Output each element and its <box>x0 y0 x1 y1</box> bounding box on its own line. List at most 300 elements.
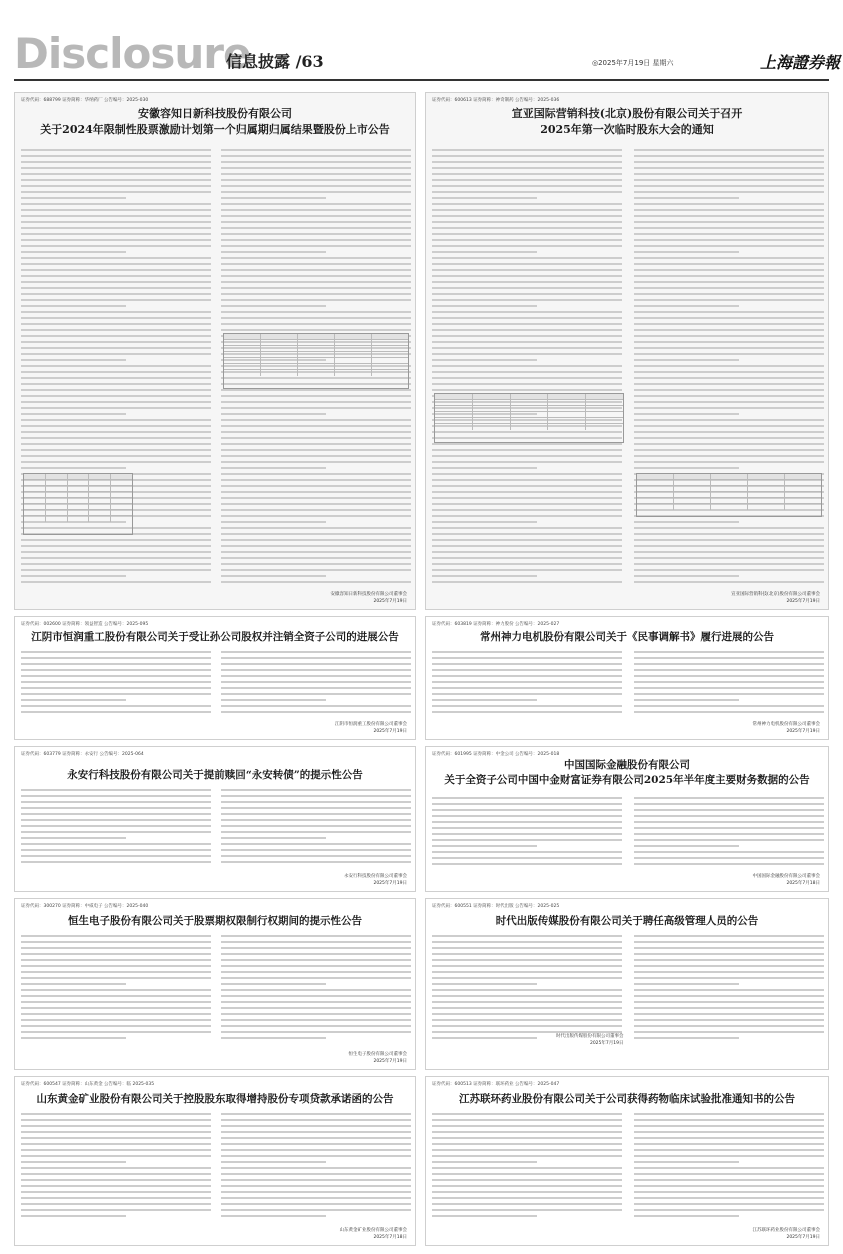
table-cell <box>89 486 111 491</box>
body-text-line <box>634 693 824 695</box>
body-text-line <box>221 675 411 677</box>
table-cell <box>89 480 111 485</box>
body-text-line <box>634 1191 824 1193</box>
body-text-line <box>221 693 411 695</box>
table-cell <box>68 480 90 485</box>
body-text-line <box>634 425 824 427</box>
body-text-line <box>221 179 411 181</box>
body-text-line <box>221 1037 326 1039</box>
table-cell <box>111 516 132 522</box>
body-text-line <box>221 533 411 535</box>
body-text-line <box>432 269 622 271</box>
body-text-line <box>21 711 211 713</box>
body-text-line <box>634 797 824 799</box>
body-text-line <box>432 863 622 865</box>
newspaper-name: 上海證券報 <box>760 53 841 72</box>
table-cell <box>372 340 408 345</box>
body-text-line <box>634 699 739 701</box>
body-text-line <box>634 1119 824 1121</box>
body-text-line <box>432 711 622 713</box>
text-column-left <box>21 651 211 717</box>
table-row <box>24 516 132 522</box>
table-cell <box>335 334 372 339</box>
body-text-line <box>634 1137 824 1139</box>
table-cell <box>298 358 335 363</box>
body-text-line <box>634 413 739 415</box>
body-text-line <box>432 287 622 289</box>
table-cell <box>586 406 623 411</box>
body-text-line <box>634 437 824 439</box>
body-text-line <box>221 401 411 403</box>
table-cell <box>335 364 372 369</box>
table-cell <box>586 424 623 430</box>
body-text-line <box>221 485 411 487</box>
table-cell <box>261 358 298 363</box>
body-text-line <box>634 299 824 301</box>
footer-company: 江阴市恒润重工股份有限公司董事会 <box>335 722 407 727</box>
body-text-line <box>221 551 411 553</box>
body-text-line <box>432 845 537 847</box>
body-text-line <box>432 1215 537 1217</box>
table-cell <box>435 412 473 417</box>
table-cell <box>785 492 821 497</box>
body-text-line <box>221 245 411 247</box>
table-cell <box>586 418 623 423</box>
body-text-line <box>432 1125 622 1127</box>
body-text-line <box>21 1149 211 1151</box>
body-text-line <box>634 533 824 535</box>
body-text-line <box>432 239 622 241</box>
text-column-right <box>221 789 411 867</box>
body-text-line <box>21 377 211 379</box>
body-text-line <box>21 545 211 547</box>
body-text-line <box>21 1143 211 1145</box>
body-text-line <box>432 173 622 175</box>
body-text-line <box>21 1209 211 1211</box>
body-text-line <box>21 861 211 863</box>
table-cell <box>89 492 111 497</box>
data-table <box>636 473 822 517</box>
body-text-line <box>21 1037 126 1039</box>
table-cell <box>548 424 586 430</box>
body-text-line <box>432 227 622 229</box>
body-text-line <box>21 161 211 163</box>
table-cell <box>68 492 90 497</box>
body-text-line <box>21 807 211 809</box>
text-column-left <box>432 149 622 587</box>
body-text-line <box>432 185 622 187</box>
table-cell <box>711 498 748 503</box>
body-text-line <box>21 687 211 689</box>
body-text-line <box>432 149 622 151</box>
announcement-9 <box>14 1076 416 1246</box>
table-cell <box>637 492 674 497</box>
body-text-line <box>221 681 411 683</box>
body-text-line <box>432 1197 622 1199</box>
body-text-line <box>21 1013 211 1015</box>
body-text-line <box>432 161 622 163</box>
table-cell <box>511 400 549 405</box>
body-text-line <box>21 1215 126 1217</box>
body-text-line <box>634 545 824 547</box>
body-text-line <box>432 1209 622 1211</box>
body-text-line <box>221 801 411 803</box>
body-text-line <box>221 1143 411 1145</box>
body-text-line <box>221 521 326 523</box>
body-text-line <box>221 699 326 701</box>
body-text-line <box>634 657 824 659</box>
body-text-line <box>221 503 411 505</box>
body-text-line <box>221 569 411 571</box>
body-text-line <box>432 959 622 961</box>
body-text-line <box>221 977 411 979</box>
body-text-line <box>21 263 211 265</box>
body-text-line <box>21 569 211 571</box>
body-text-line <box>21 371 211 373</box>
body-text-line <box>634 827 824 829</box>
footer-company: 宣亚国际营销科技(北京)股份有限公司董事会 <box>730 592 820 597</box>
page-label: 信息披露 /63 <box>226 52 324 71</box>
body-text-line <box>432 527 622 529</box>
table-cell <box>111 486 132 491</box>
body-text-line <box>432 509 622 511</box>
table-cell <box>89 510 111 515</box>
body-text-line <box>221 581 411 583</box>
body-text-line <box>634 341 824 343</box>
body-text-line <box>221 185 411 187</box>
announcement-company: 安徽容知日新科技股份有限公司 <box>138 107 292 120</box>
body-text-line <box>221 311 411 313</box>
issue-date: ◎2025年7月19日 星期六 <box>592 59 674 67</box>
body-text-line <box>634 215 824 217</box>
body-text-line <box>221 807 411 809</box>
table-cell <box>674 486 711 491</box>
table-cell <box>548 412 586 417</box>
body-text-line <box>21 365 211 367</box>
table-cell <box>473 412 511 417</box>
body-text-line <box>21 693 211 695</box>
body-text-line <box>634 371 824 373</box>
body-text-line <box>634 329 824 331</box>
footer-date: 2025年7月19日 <box>373 729 407 735</box>
table-cell <box>711 486 748 491</box>
body-text-line <box>432 479 622 481</box>
body-text-line <box>432 299 622 301</box>
table-cell <box>335 370 372 376</box>
body-text-line <box>432 209 622 211</box>
body-text-line <box>221 1001 411 1003</box>
body-text-line <box>21 651 211 653</box>
table-cell <box>548 394 586 399</box>
body-text-line <box>21 953 211 955</box>
body-text-line <box>634 161 824 163</box>
table-cell <box>548 406 586 411</box>
body-text-line <box>221 215 411 217</box>
table-cell <box>24 486 46 491</box>
table-cell <box>89 498 111 503</box>
body-text-line <box>432 1025 622 1027</box>
table-cell <box>224 352 261 357</box>
body-text-line <box>634 953 824 955</box>
table-cell <box>46 492 68 497</box>
body-text-line <box>221 203 411 205</box>
body-text-line <box>221 843 411 845</box>
body-text-line <box>21 959 211 961</box>
table-cell <box>224 358 261 363</box>
body-text-line <box>432 443 622 445</box>
body-text-line <box>432 1037 537 1039</box>
body-text-line <box>21 935 211 937</box>
body-text-line <box>634 323 824 325</box>
body-text-line <box>432 359 537 361</box>
announcement-meta: 证券代码：600513 证券简称：联环药业 公告编号：2025-047 <box>432 1082 560 1087</box>
body-text-line <box>21 203 211 205</box>
body-text-line <box>221 1113 411 1115</box>
body-text-line <box>221 711 411 713</box>
body-text-line <box>221 1131 411 1133</box>
body-text-line <box>634 687 824 689</box>
body-text-line <box>634 431 824 433</box>
section-wordmark: Disclosure <box>14 29 251 78</box>
body-text-line <box>221 669 411 671</box>
body-text-line <box>221 275 411 277</box>
body-text-line <box>432 539 622 541</box>
body-text-line <box>21 995 211 997</box>
body-text-line <box>634 557 824 559</box>
body-text-line <box>221 527 411 529</box>
body-text-line <box>432 1185 622 1187</box>
text-column-right <box>634 651 824 717</box>
body-text-line <box>432 569 622 571</box>
body-text-line <box>21 413 126 415</box>
table-row <box>637 504 821 510</box>
body-text-line <box>221 515 411 517</box>
body-text-line <box>634 167 824 169</box>
body-text-line <box>21 209 211 211</box>
text-column-right <box>634 1113 824 1221</box>
announcement-7 <box>14 898 416 1070</box>
body-text-line <box>221 197 326 199</box>
body-text-line <box>21 215 211 217</box>
body-text-line <box>432 971 622 973</box>
body-text-line <box>21 275 211 277</box>
body-text-line <box>432 257 622 259</box>
body-text-line <box>21 663 211 665</box>
table-cell <box>111 474 132 479</box>
body-text-line <box>432 323 622 325</box>
body-text-line <box>634 395 824 397</box>
table-cell <box>68 510 90 515</box>
body-text-line <box>221 1203 411 1205</box>
body-text-line <box>221 209 411 211</box>
body-text-line <box>21 191 211 193</box>
body-text-line <box>21 431 211 433</box>
body-text-line <box>634 365 824 367</box>
body-text-line <box>21 551 211 553</box>
body-text-line <box>21 941 211 943</box>
body-text-line <box>221 317 411 319</box>
body-text-line <box>21 149 211 151</box>
body-text-line <box>432 1167 622 1169</box>
body-text-line <box>221 437 411 439</box>
footer-company: 山东黄金矿业股份有限公司董事会 <box>339 1228 407 1233</box>
body-text-line <box>221 935 411 937</box>
body-text-line <box>21 287 211 289</box>
announcement-6 <box>425 746 829 892</box>
body-text-line <box>432 1131 622 1133</box>
table-cell <box>473 424 511 430</box>
body-text-line <box>634 293 824 295</box>
body-text-line <box>634 651 824 653</box>
announcement-3 <box>14 616 416 740</box>
table-cell <box>111 492 132 497</box>
footer-date: 2025年7月19日 <box>589 1041 624 1047</box>
body-text-line <box>21 329 211 331</box>
body-text-line <box>221 855 411 857</box>
body-text-line <box>634 1209 824 1211</box>
footer-date: 2025年7月19日 <box>786 599 820 605</box>
body-text-line <box>634 705 824 707</box>
table-cell <box>511 406 549 411</box>
table-cell <box>435 394 473 399</box>
table-cell <box>435 406 473 411</box>
body-text-line <box>432 461 622 463</box>
body-text-line <box>432 215 622 217</box>
body-text-line <box>21 167 211 169</box>
table-cell <box>261 346 298 351</box>
body-text-line <box>21 855 211 857</box>
body-text-line <box>634 803 824 805</box>
table-cell <box>372 346 408 351</box>
body-text-line <box>634 317 824 319</box>
body-text-line <box>21 395 211 397</box>
body-text-line <box>221 389 411 391</box>
body-text-line <box>21 1191 211 1193</box>
table-cell <box>46 480 68 485</box>
body-text-line <box>21 557 211 559</box>
body-text-line <box>21 389 211 391</box>
announcement-title: 关于全资子公司中国中金财富证券有限公司2025年半年度主要财务数据的公告 <box>444 774 810 786</box>
body-text-line <box>21 819 211 821</box>
body-text-line <box>634 155 824 157</box>
table-cell <box>224 364 261 369</box>
body-text-line <box>634 1155 824 1157</box>
body-text-line <box>221 233 411 235</box>
body-text-line <box>221 983 326 985</box>
text-column-right <box>221 1113 411 1221</box>
body-text-line <box>634 257 824 259</box>
body-text-line <box>21 831 211 833</box>
body-text-line <box>634 233 824 235</box>
table-cell <box>473 394 511 399</box>
body-text-line <box>221 323 411 325</box>
footer-company: 安徽容知日新科技股份有限公司董事会 <box>330 592 407 597</box>
table-row <box>435 424 623 430</box>
body-text-line <box>634 681 824 683</box>
body-text-line <box>21 359 126 361</box>
body-text-line <box>432 815 622 817</box>
body-text-line <box>21 825 211 827</box>
body-text-line <box>432 497 622 499</box>
body-text-line <box>21 1019 211 1021</box>
body-text-line <box>221 1161 326 1163</box>
table-cell <box>89 504 111 509</box>
body-text-line <box>21 353 211 355</box>
table-cell <box>637 480 674 485</box>
body-text-line <box>21 269 211 271</box>
body-text-line <box>21 461 211 463</box>
table-cell <box>637 498 674 503</box>
body-text-line <box>432 377 622 379</box>
table-cell <box>261 370 298 376</box>
table-cell <box>372 370 408 376</box>
body-text-line <box>21 1179 211 1181</box>
table-cell <box>111 480 132 485</box>
body-text-line <box>634 845 739 847</box>
table-cell <box>748 498 785 503</box>
body-text-line <box>432 941 622 943</box>
body-text-line <box>634 669 824 671</box>
body-text-line <box>21 977 211 979</box>
body-text-line <box>634 989 824 991</box>
body-text-line <box>21 323 211 325</box>
body-text-line <box>21 675 211 677</box>
body-text-line <box>21 455 211 457</box>
table-cell <box>68 474 90 479</box>
announcement-title: 山东黄金矿业股份有限公司关于控股股东取得增持股份专项贷款承诺函的公告 <box>36 1093 394 1105</box>
body-text-line <box>432 551 622 553</box>
footer-date: 2025年7月19日 <box>373 599 407 605</box>
body-text-line <box>21 437 211 439</box>
body-text-line <box>221 795 411 797</box>
body-text-line <box>432 1173 622 1175</box>
body-text-line <box>432 383 622 385</box>
body-text-line <box>221 431 411 433</box>
body-text-line <box>634 191 824 193</box>
body-text-line <box>221 861 411 863</box>
body-text-line <box>432 245 622 247</box>
body-text-line <box>21 1001 211 1003</box>
body-text-line <box>221 539 411 541</box>
body-text-line <box>21 443 211 445</box>
body-text-line <box>221 1019 411 1021</box>
data-table <box>23 473 133 535</box>
table-cell <box>711 492 748 497</box>
body-text-line <box>432 1143 622 1145</box>
body-text-line <box>634 539 824 541</box>
table-cell <box>548 418 586 423</box>
announcement-title: 常州神力电机股份有限公司关于《民事调解书》履行进展的公告 <box>480 631 774 643</box>
body-text-line <box>634 1025 824 1027</box>
body-text-line <box>221 947 411 949</box>
body-text-line <box>21 257 211 259</box>
body-text-line <box>432 947 622 949</box>
body-text-line <box>221 1031 411 1033</box>
table-cell <box>586 400 623 405</box>
body-text-line <box>634 275 824 277</box>
body-text-line <box>634 809 824 811</box>
body-text-line <box>221 305 326 307</box>
body-text-line <box>21 983 126 985</box>
body-text-line <box>432 263 622 265</box>
text-column-left <box>432 1113 622 1221</box>
body-text-line <box>432 221 622 223</box>
table-cell <box>711 474 748 479</box>
body-text-line <box>432 1179 622 1181</box>
body-text-line <box>432 317 622 319</box>
body-text-line <box>221 191 411 193</box>
body-text-line <box>21 239 211 241</box>
